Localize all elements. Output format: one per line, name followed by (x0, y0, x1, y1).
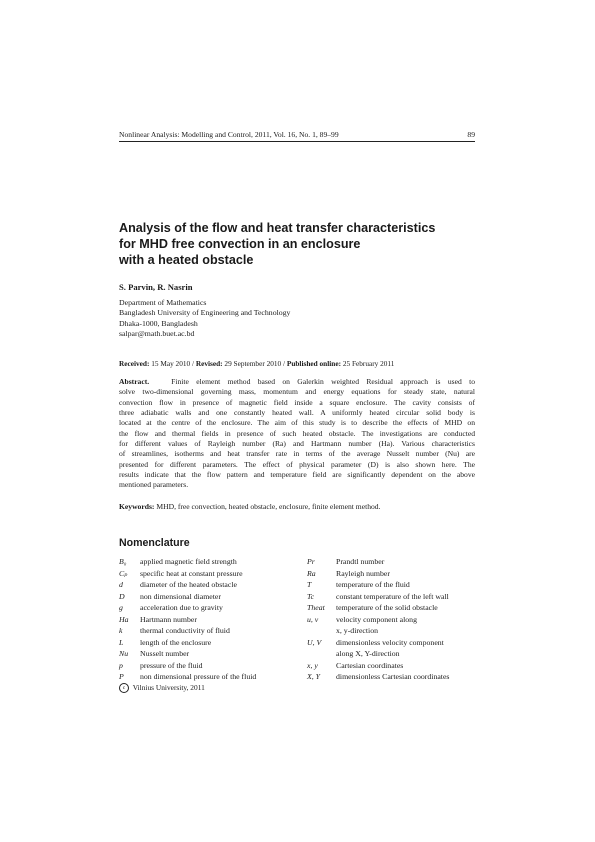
nomenclature-description: Hartmann number (140, 614, 197, 624)
title-line: Analysis of the flow and heat transfer characteristics (119, 221, 436, 235)
revised-label: Revised: (195, 359, 223, 368)
nomenclature-description: diameter of the heated obstacle (140, 580, 237, 589)
nomenclature-entry (307, 614, 482, 626)
nomenclature-description: dimensionless velocity component (336, 637, 444, 647)
nomenclature-entry (119, 648, 299, 660)
nomenclature-right-column (307, 556, 482, 683)
nomenclature-heading: Nomenclature (119, 537, 190, 549)
nomenclature-entry (119, 637, 299, 649)
title-line: for MHD free convection in an enclosure (119, 237, 361, 251)
abstract-label: Abstract. (119, 377, 150, 386)
abstract-line: presented for different parameters. The effect of physical parameter (D) is also shown here. The (119, 459, 475, 469)
abstract-line: mentioned parameters. (119, 480, 189, 490)
journal-citation: Nonlinear Analysis: Modelling and Control, 2011, Vol. 16, No. 1, 89–99 (119, 130, 339, 139)
nomenclature-description: velocity component along (336, 614, 417, 624)
date-separator: / (281, 359, 287, 368)
nomenclature-entry (307, 568, 482, 580)
nomenclature-symbol: d (119, 580, 123, 589)
publication-dates (119, 359, 394, 368)
abstract-line: located at the centre of the enclosure. The aim of this study is to describe the effects of MHD on (119, 418, 475, 428)
nomenclature-symbol: T (307, 580, 312, 589)
nomenclature-description: pressure of the fluid (140, 660, 203, 670)
affiliation-department: Department of Mathematics (119, 298, 207, 307)
abstract (119, 377, 475, 491)
nomenclature-symbol: x, y (307, 660, 318, 670)
abstract-line: solve two-dimensional governing mass, momentum and energy equations for steady state, natural (119, 387, 475, 397)
copyright-text: Vilnius University, 2011 (132, 683, 205, 692)
nomenclature-description: Prandtl number (336, 557, 385, 566)
affiliation-city: Dhaka-1000, Bangladesh (119, 318, 198, 328)
nomenclature-entry (307, 671, 482, 683)
nomenclature-symbol: u, v (307, 614, 319, 624)
page-number: 89 (467, 130, 475, 139)
nomenclature-description: non dimensional pressure of the fluid (140, 672, 257, 681)
copyright-notice (119, 683, 205, 693)
received-label: Received: (119, 359, 150, 368)
abstract-line: Abstract. Finite element method based on Galerkin weighted Residual approach is used to (119, 377, 475, 386)
nomenclature-symbol: Tc (307, 591, 315, 601)
nomenclature-description: x, y-direction (336, 626, 379, 635)
abstract-line: of streamlines, isotherms and heat transfer rate in terms of the average Nusselt number (Nu) are (119, 449, 475, 459)
nomenclature-entry (119, 568, 299, 580)
nomenclature-entry (307, 648, 482, 660)
nomenclature-description: acceleration due to gravity (140, 603, 223, 612)
nomenclature-symbol: p (119, 660, 123, 670)
nomenclature-description: Cartesian coordinates (336, 660, 404, 670)
nomenclature-description: applied magnetic field strength (140, 557, 237, 566)
nomenclature-entry (307, 660, 482, 672)
nomenclature-symbol: Pr (307, 557, 315, 566)
nomenclature-symbol: P (119, 672, 124, 681)
abstract-line: for different values of Rayleigh number (Ra) and Hartmann number (Ha). Various characteristics (119, 439, 475, 449)
nomenclature-description: temperature of the fluid (336, 580, 410, 589)
nomenclature-entry (119, 579, 299, 591)
nomenclature-description: length of the enclosure (140, 637, 212, 647)
abstract-line: the flow and thermal fields in presence of such heated obstacle. The investigations are conducted (119, 428, 475, 438)
affiliation-email[interactable]: salpar@math.buet.ac.bd (119, 329, 195, 339)
keywords (119, 502, 381, 511)
nomenclature-description: non dimensional diameter (140, 591, 221, 601)
nomenclature-symbol: k (119, 626, 123, 635)
nomenclature-entry (119, 625, 299, 637)
nomenclature-entry (119, 614, 299, 626)
nomenclature-description: dimensionless Cartesian coordinates (336, 672, 450, 681)
nomenclature-symbol: D (119, 591, 125, 601)
nomenclature-description: constant temperature of the left wall (336, 591, 449, 601)
nomenclature-symbol: B₀ (119, 557, 127, 566)
nomenclature-entry (307, 625, 482, 637)
nomenclature-description: along X, Y-direction (336, 649, 400, 658)
published-date: 25 February 2011 (342, 359, 395, 368)
nomenclature-symbol: g (119, 603, 123, 612)
date-separator: / (190, 359, 196, 368)
nomenclature-symbol: X, Y (307, 672, 320, 681)
published-label: Published online: (286, 359, 341, 368)
paper-title (119, 220, 479, 268)
nomenclature-entry (119, 671, 299, 683)
nomenclature-entry (119, 602, 299, 614)
keywords-label: Keywords: (119, 502, 155, 511)
nomenclature-entry (119, 556, 299, 568)
abstract-line: results indicate that the flow pattern and temperature field are significantly dependent on the above (119, 470, 475, 480)
nomenclature-description: specific heat at constant pressure (140, 568, 243, 578)
nomenclature-symbol: Ha (119, 614, 129, 624)
authors: S. Parvin, R. Nasrin (119, 282, 193, 292)
copyright-icon: c (119, 683, 129, 693)
nomenclature-entry (119, 660, 299, 672)
affiliation (119, 298, 290, 340)
nomenclature-entry (307, 602, 482, 614)
nomenclature-left-column (119, 556, 299, 683)
nomenclature-description: thermal conductivity of fluid (140, 626, 230, 635)
nomenclature-symbol: Cₚ (119, 568, 128, 578)
running-header (119, 130, 475, 139)
nomenclature-entry (307, 637, 482, 649)
abstract-line: three adiabatic walls and one constantly heated wall. A uniformly heated circular solid body is (119, 408, 475, 418)
nomenclature-symbol: Theat (307, 603, 325, 612)
nomenclature-description: Nusselt number (140, 649, 190, 658)
nomenclature-symbol: Ra (307, 568, 316, 578)
nomenclature-description: Rayleigh number (336, 568, 390, 578)
affiliation-university: Bangladesh University of Engineering and Technology (119, 308, 291, 318)
nomenclature-entry (307, 579, 482, 591)
title-line: with a heated obstacle (119, 253, 254, 267)
abstract-line: convection flow in presence of magnetic field inside a square enclosure. The cavity consists of (119, 397, 475, 407)
revised-date: 29 September 2010 (224, 359, 282, 368)
nomenclature-entry (307, 591, 482, 603)
nomenclature-description: temperature of the solid obstacle (336, 603, 438, 612)
nomenclature-symbol: L (119, 637, 124, 647)
nomenclature-symbol: U, V (307, 637, 322, 647)
nomenclature-symbol: Nu (119, 649, 129, 658)
header-rule (119, 141, 475, 142)
received-date: 15 May 2010 (151, 359, 191, 368)
nomenclature-entry (307, 556, 482, 568)
keywords-text: MHD, free convection, heated obstacle, enclosure, finite element method. (156, 502, 381, 511)
nomenclature-entry (119, 591, 299, 603)
